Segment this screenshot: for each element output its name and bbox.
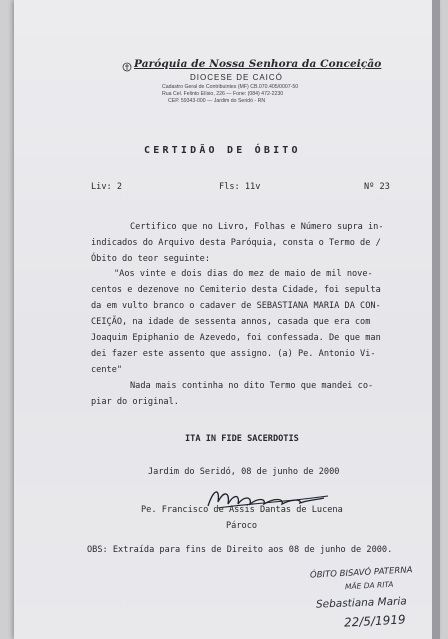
- handwritten-note-line4: 22/5/1919: [343, 612, 406, 630]
- parish-name: Paróquia de Nossa Senhora da Conceição: [134, 58, 382, 70]
- document-title: CERTIDÃO DE ÓBITO: [144, 145, 301, 156]
- body-line: centos e dezenove no Cemiterio desta Cidade, foi sepulta: [91, 285, 381, 295]
- cep-line: CEP. 59343-000 — Jardim do Seridó - RN: [168, 98, 266, 104]
- body-line: indicados do Arquivo desta Paróquia, consta o Termo de /: [91, 238, 381, 248]
- book-numero: Nº 23: [364, 182, 390, 192]
- body-line: Óbito do teor seguinte:: [91, 254, 210, 264]
- body-line: Certifico que no Livro, Folhas e Número supra in-: [130, 222, 384, 232]
- address-line: Rua Cel. Felinto Elísio, 226 — Fone: (084) 472-2230: [162, 91, 284, 97]
- handwritten-note-line2: MÃE DA RITA: [344, 579, 394, 592]
- signer-role: Pároco: [226, 521, 258, 531]
- page-edge: [432, 0, 440, 639]
- body-line: CEIÇÃO, na idade de sessenta annos, casada que era com: [91, 317, 371, 327]
- obs-note: OBS: Extraída para fins de Direito aos 08 de junho de 2000.: [87, 545, 393, 555]
- date-line: Jardim do Seridó, 08 de junho de 2000: [148, 467, 340, 477]
- body-line: "Aos vinte e dois dias do mez de maio de mil nove-: [114, 269, 373, 279]
- signer-name: Pe. Francisco de Assis Dantas de Lucena: [141, 505, 343, 515]
- body-line: Nada mais continha no dito Termo que mandei co-: [130, 381, 374, 391]
- body-line: dei fazer este assento que assigno. (a) Pe. Antonio Vi-: [91, 349, 376, 359]
- body-line: da em vulto branco o cadaver de SEBASTIANA MARIA DA CON-: [91, 301, 381, 311]
- ita-in-fide: ITA IN FIDE SACERDOTIS: [185, 434, 299, 444]
- body-line: piar do original.: [91, 397, 179, 407]
- book-livro: Liv: 2: [91, 182, 123, 192]
- book-folhas: Fls: 11v: [219, 182, 261, 192]
- handwritten-note-line3: Sebastiana Maria: [315, 595, 407, 611]
- body-line: Joaquim Epiphanio de Azevedo, foi confessada. De que man: [91, 333, 381, 343]
- handwritten-note-line1: ÓBITO BISAVÓ PATERNA: [309, 565, 413, 581]
- diocese-name: DIOCESE DE CAICÓ: [190, 73, 283, 82]
- cgc-line: Cadastro Geral de Contribuintes (MF) CB.070.405/0007-50: [162, 84, 299, 90]
- document-page: [14, 0, 440, 639]
- body-line: cente": [91, 365, 123, 375]
- parish-seal-icon: [122, 62, 132, 72]
